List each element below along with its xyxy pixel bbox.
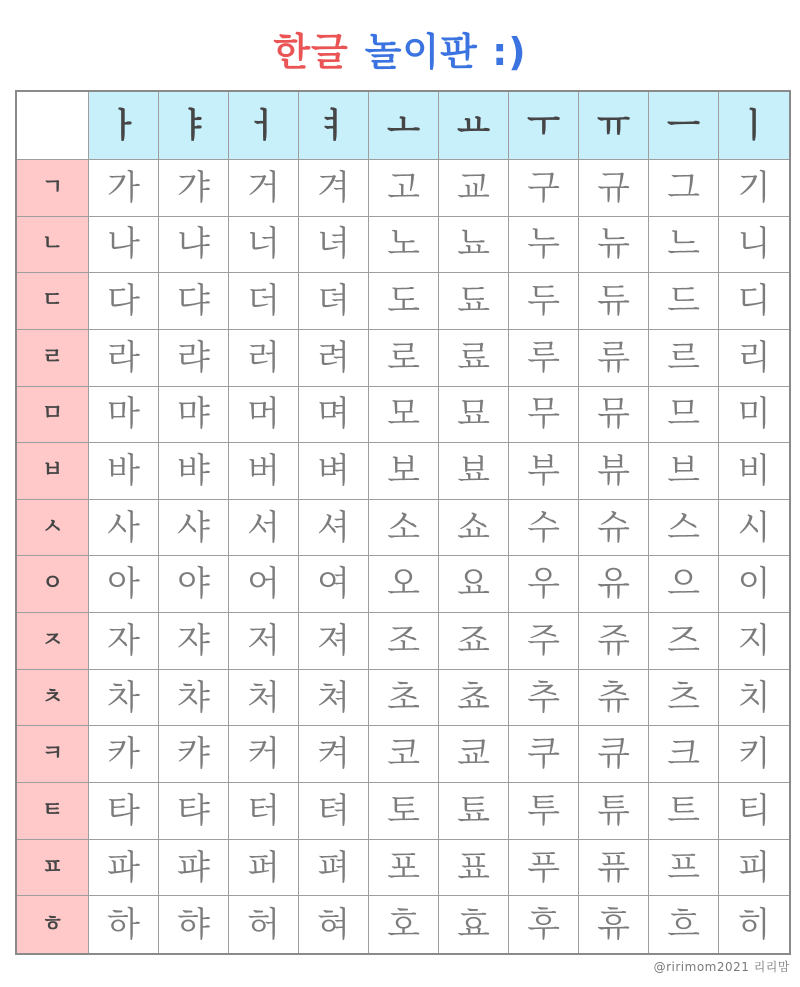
syllable-cell: 리 [719, 330, 789, 387]
syllable-cell: 서 [229, 500, 299, 557]
consonant-header: ㅂ [17, 443, 89, 500]
syllable-cell: 거 [229, 160, 299, 217]
syllable-cell: 려 [299, 330, 369, 387]
syllable-cell: 타 [89, 783, 159, 840]
title-hangul: 한글 [273, 30, 349, 74]
syllable-cell: 샤 [159, 500, 229, 557]
syllable-cell: 버 [229, 443, 299, 500]
syllable-cell: 느 [649, 217, 719, 274]
vowel-header: ㅏ [89, 92, 159, 160]
syllable-cell: 류 [579, 330, 649, 387]
syllable-cell: 갸 [159, 160, 229, 217]
syllable-cell: 주 [509, 613, 579, 670]
syllable-cell: 큐 [579, 726, 649, 783]
syllable-cell: 댜 [159, 273, 229, 330]
syllable-cell: 마 [89, 387, 159, 444]
syllable-cell: 차 [89, 670, 159, 727]
syllable-cell: 뱌 [159, 443, 229, 500]
syllable-cell: 쇼 [439, 500, 509, 557]
syllable-cell: 히 [719, 896, 789, 953]
syllable-cell: 머 [229, 387, 299, 444]
consonant-header: ㄹ [17, 330, 89, 387]
syllable-cell: 파 [89, 840, 159, 897]
syllable-cell: 피 [719, 840, 789, 897]
syllable-cell: 투 [509, 783, 579, 840]
syllable-cell: 노 [369, 217, 439, 274]
syllable-cell: 츄 [579, 670, 649, 727]
syllable-cell: 러 [229, 330, 299, 387]
author-credit: @ririmom2021 리리맘 [653, 960, 790, 974]
syllable-cell: 루 [509, 330, 579, 387]
syllable-cell: 브 [649, 443, 719, 500]
syllable-cell: 트 [649, 783, 719, 840]
syllable-cell: 즈 [649, 613, 719, 670]
syllable-cell: 르 [649, 330, 719, 387]
corner-cell [17, 92, 89, 160]
syllable-cell: 프 [649, 840, 719, 897]
syllable-cell: 햐 [159, 896, 229, 953]
page-title [0, 24, 800, 80]
syllable-cell: 부 [509, 443, 579, 500]
syllable-cell: 텨 [299, 783, 369, 840]
syllable-cell: 누 [509, 217, 579, 274]
syllable-cell: 됴 [439, 273, 509, 330]
syllable-cell: 흐 [649, 896, 719, 953]
syllable-cell: 오 [369, 556, 439, 613]
syllable-cell: 셔 [299, 500, 369, 557]
consonant-header: ㄴ [17, 217, 89, 274]
syllable-cell: 뷰 [579, 443, 649, 500]
syllable-cell: 죠 [439, 613, 509, 670]
syllable-cell: 겨 [299, 160, 369, 217]
syllable-cell: 쥬 [579, 613, 649, 670]
syllable-cell: 호 [369, 896, 439, 953]
consonant-header: ㅌ [17, 783, 89, 840]
consonant-header: ㅎ [17, 896, 89, 953]
syllable-cell: 더 [229, 273, 299, 330]
syllable-cell: 먀 [159, 387, 229, 444]
syllable-cell: 드 [649, 273, 719, 330]
syllable-cell: 보 [369, 443, 439, 500]
consonant-header: ㅋ [17, 726, 89, 783]
syllable-cell: 쵸 [439, 670, 509, 727]
syllable-cell: 뇨 [439, 217, 509, 274]
consonant-header: ㅍ [17, 840, 89, 897]
syllable-cell: 효 [439, 896, 509, 953]
vowel-header: ㅡ [649, 92, 719, 160]
hangul-chart-table [15, 90, 791, 955]
syllable-cell: 아 [89, 556, 159, 613]
syllable-cell: 이 [719, 556, 789, 613]
syllable-cell: 튜 [579, 783, 649, 840]
syllable-cell: 퍄 [159, 840, 229, 897]
syllable-cell: 가 [89, 160, 159, 217]
consonant-header: ㄷ [17, 273, 89, 330]
syllable-cell: 스 [649, 500, 719, 557]
syllable-cell: 소 [369, 500, 439, 557]
syllable-cell: 툐 [439, 783, 509, 840]
syllable-cell: 그 [649, 160, 719, 217]
syllable-cell: 나 [89, 217, 159, 274]
syllable-cell: 츠 [649, 670, 719, 727]
syllable-cell: 푸 [509, 840, 579, 897]
vowel-header: ㅜ [509, 92, 579, 160]
syllable-cell: 랴 [159, 330, 229, 387]
consonant-header: ㅁ [17, 387, 89, 444]
title-play-board: 놀이판 :) [364, 30, 527, 74]
syllable-cell: 하 [89, 896, 159, 953]
syllable-cell: 교 [439, 160, 509, 217]
syllable-cell: 요 [439, 556, 509, 613]
syllable-cell: 무 [509, 387, 579, 444]
syllable-cell: 커 [229, 726, 299, 783]
syllable-cell: 퍼 [229, 840, 299, 897]
syllable-cell: 토 [369, 783, 439, 840]
syllable-cell: 녀 [299, 217, 369, 274]
syllable-cell: 뵤 [439, 443, 509, 500]
syllable-cell: 수 [509, 500, 579, 557]
syllable-cell: 카 [89, 726, 159, 783]
vowel-header: ㅑ [159, 92, 229, 160]
syllable-cell: 뉴 [579, 217, 649, 274]
syllable-cell: 디 [719, 273, 789, 330]
vowel-header: ㅗ [369, 92, 439, 160]
vowel-header: ㅓ [229, 92, 299, 160]
syllable-cell: 표 [439, 840, 509, 897]
syllable-cell: 시 [719, 500, 789, 557]
syllable-cell: 티 [719, 783, 789, 840]
syllable-cell: 쿄 [439, 726, 509, 783]
syllable-cell: 며 [299, 387, 369, 444]
syllable-cell: 처 [229, 670, 299, 727]
syllable-cell: 쳐 [299, 670, 369, 727]
vowel-header: ㅣ [719, 92, 789, 160]
syllable-cell: 기 [719, 160, 789, 217]
syllable-cell: 펴 [299, 840, 369, 897]
syllable-cell: 챠 [159, 670, 229, 727]
syllable-cell: 두 [509, 273, 579, 330]
syllable-cell: 우 [509, 556, 579, 613]
syllable-cell: 유 [579, 556, 649, 613]
consonant-header: ㅇ [17, 556, 89, 613]
syllable-cell: 포 [369, 840, 439, 897]
syllable-cell: 지 [719, 613, 789, 670]
consonant-header: ㅈ [17, 613, 89, 670]
syllable-cell: 후 [509, 896, 579, 953]
syllable-cell: 치 [719, 670, 789, 727]
syllable-cell: 야 [159, 556, 229, 613]
syllable-cell: 뎌 [299, 273, 369, 330]
syllable-cell: 사 [89, 500, 159, 557]
syllable-cell: 키 [719, 726, 789, 783]
syllable-cell: 져 [299, 613, 369, 670]
syllable-cell: 휴 [579, 896, 649, 953]
syllable-cell: 규 [579, 160, 649, 217]
syllable-cell: 니 [719, 217, 789, 274]
syllable-cell: 모 [369, 387, 439, 444]
syllable-cell: 허 [229, 896, 299, 953]
syllable-cell: 므 [649, 387, 719, 444]
consonant-header: ㄱ [17, 160, 89, 217]
syllable-cell: 조 [369, 613, 439, 670]
syllable-cell: 료 [439, 330, 509, 387]
syllable-cell: 뮤 [579, 387, 649, 444]
syllable-cell: 벼 [299, 443, 369, 500]
syllable-cell: 라 [89, 330, 159, 387]
syllable-cell: 로 [369, 330, 439, 387]
syllable-cell: 묘 [439, 387, 509, 444]
syllable-cell: 다 [89, 273, 159, 330]
syllable-cell: 고 [369, 160, 439, 217]
syllable-cell: 슈 [579, 500, 649, 557]
syllable-cell: 추 [509, 670, 579, 727]
syllable-cell: 저 [229, 613, 299, 670]
syllable-cell: 듀 [579, 273, 649, 330]
syllable-cell: 여 [299, 556, 369, 613]
vowel-header: ㅛ [439, 92, 509, 160]
syllable-cell: 바 [89, 443, 159, 500]
syllable-cell: 초 [369, 670, 439, 727]
syllable-cell: 냐 [159, 217, 229, 274]
syllable-cell: 어 [229, 556, 299, 613]
vowel-header: ㅕ [299, 92, 369, 160]
syllable-cell: 캬 [159, 726, 229, 783]
syllable-cell: 구 [509, 160, 579, 217]
syllable-cell: 터 [229, 783, 299, 840]
syllable-cell: 너 [229, 217, 299, 274]
syllable-cell: 퓨 [579, 840, 649, 897]
syllable-cell: 자 [89, 613, 159, 670]
syllable-cell: 비 [719, 443, 789, 500]
syllable-cell: 혀 [299, 896, 369, 953]
syllable-cell: 쟈 [159, 613, 229, 670]
syllable-cell: 켜 [299, 726, 369, 783]
consonant-header: ㅅ [17, 500, 89, 557]
syllable-cell: 코 [369, 726, 439, 783]
syllable-cell: 으 [649, 556, 719, 613]
syllable-cell: 도 [369, 273, 439, 330]
syllable-cell: 쿠 [509, 726, 579, 783]
consonant-header: ㅊ [17, 670, 89, 727]
syllable-cell: 크 [649, 726, 719, 783]
vowel-header: ㅠ [579, 92, 649, 160]
syllable-cell: 탸 [159, 783, 229, 840]
syllable-cell: 미 [719, 387, 789, 444]
